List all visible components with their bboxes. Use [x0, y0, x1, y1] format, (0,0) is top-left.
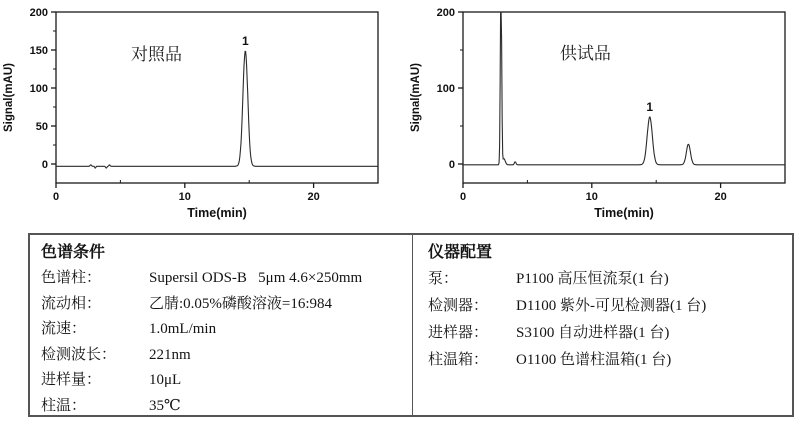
chart-annotation: 供试品: [559, 44, 611, 64]
instrument-label: 泵：: [428, 271, 459, 287]
condition-value: 221nm: [149, 346, 191, 363]
instrument-row: [428, 347, 792, 374]
chromatogram-sample: [400, 0, 800, 230]
x-axis-tick-label: 0: [52, 191, 60, 203]
condition-value: 10μL: [149, 372, 182, 388]
panel-chromatographic-conditions: [30, 235, 413, 415]
condition-label: 柱温：: [41, 397, 87, 414]
instrument-value: O1100 色谱柱温箱(1 台): [516, 352, 672, 368]
panel-instrument-configuration: [413, 235, 792, 415]
x-axis-tick-label: 20: [307, 191, 320, 203]
x-axis-label: Time(min): [594, 206, 654, 220]
condition-row: [41, 317, 412, 343]
reference-chart-svg: [0, 0, 400, 230]
instrument-label: 柱温箱：: [428, 352, 489, 368]
condition-row: [41, 394, 412, 420]
y-axis-label: Signal(mAU): [410, 63, 422, 132]
peak-label: 1: [646, 99, 654, 114]
x-axis-tick-label: 10: [585, 191, 598, 203]
y-axis-tick-label: 100: [29, 83, 48, 95]
condition-label: 进样量：: [41, 372, 102, 388]
condition-label: 流速：: [41, 321, 87, 337]
signal-trace: [463, 12, 785, 165]
instrument-row: [428, 266, 792, 293]
y-axis-tick-label: 50: [35, 121, 48, 133]
plot-frame: [463, 12, 785, 183]
condition-row: [41, 343, 412, 369]
instrument-label: 进样器：: [428, 325, 489, 341]
x-axis-tick-label: 0: [459, 191, 467, 203]
instrument-value: D1100 紫外-可见检测器(1 台): [516, 298, 707, 314]
y-axis-tick-label: 0: [448, 159, 455, 171]
conditions-table: [28, 233, 794, 417]
y-axis-tick-label: 200: [436, 7, 455, 19]
chromatogram-reference: [0, 0, 400, 230]
plot-frame: [56, 12, 378, 183]
condition-row: [41, 292, 412, 318]
instrument-value: P1100 高压恒流泵(1 台): [516, 271, 669, 287]
y-axis-tick-label: 200: [29, 7, 48, 19]
peak-label: 1: [241, 33, 249, 48]
panel-title: 仪器配置: [428, 244, 493, 261]
y-axis-tick-label: 0: [41, 159, 48, 171]
instrument-row: [428, 293, 792, 320]
condition-label: 流动相：: [41, 295, 102, 312]
condition-label: 色谱柱：: [41, 270, 102, 286]
condition-value: 35℃: [149, 397, 181, 414]
condition-value: 乙腈:0.05%磷酸溶液=16:984: [149, 295, 333, 312]
instrument-row: [428, 320, 792, 347]
sample-chart-svg: [400, 0, 800, 230]
x-axis-tick-label: 10: [178, 191, 191, 203]
chart-annotation: 对照品: [130, 44, 182, 64]
x-axis-tick-label: 20: [714, 191, 727, 203]
condition-row: [41, 368, 412, 394]
condition-row: [41, 266, 412, 292]
condition-value: 1.0mL/min: [149, 321, 217, 337]
x-axis-label: Time(min): [187, 206, 247, 220]
instrument-label: 检测器：: [428, 298, 489, 314]
condition-value: Supersil ODS-B 5μm 4.6×250mm: [149, 270, 363, 286]
condition-label: 检测波长：: [41, 346, 117, 363]
y-axis-tick-label: 100: [436, 83, 455, 95]
signal-trace: [56, 51, 378, 168]
y-axis-tick-label: 150: [29, 45, 48, 57]
y-axis-label: Signal(mAU): [3, 63, 15, 132]
instrument-value: S3100 自动进样器(1 台): [516, 325, 670, 341]
panel-title: 色谱条件: [41, 244, 106, 261]
